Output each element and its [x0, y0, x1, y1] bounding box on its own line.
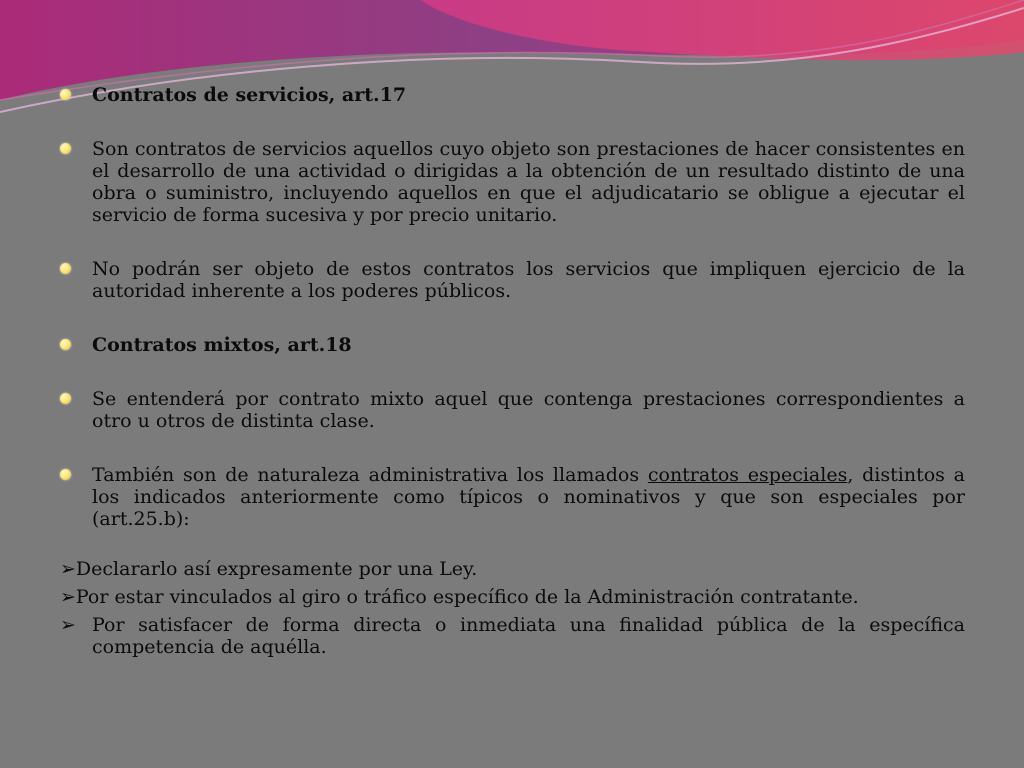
arrow-item-text: Por satisfacer de forma directa o inmediata una finalidad pública de la específica competencia de aquélla. [92, 614, 965, 658]
paragraph-text-before: También son de naturaleza administrativa los llamados [92, 464, 648, 486]
bullet-dot-icon [60, 393, 71, 404]
arrow-icon: ➢ [60, 614, 76, 636]
contratos-especiales-link[interactable]: contratos especiales [647, 464, 848, 486]
bullet-dot-icon [60, 143, 71, 154]
arrow-item-text: Por estar vinculados al giro o tráfico específico de la Administración contratante. [75, 586, 859, 608]
arrow-icon: ➢ [60, 558, 76, 580]
bullet-dot-icon [60, 89, 71, 100]
arrow-icon: ➢ [60, 586, 76, 608]
bullet-paragraph [60, 258, 965, 302]
bullet-paragraph [60, 464, 965, 530]
bullet-dot-icon [60, 469, 71, 480]
heading-text: Contratos mixtos, art.18 [92, 334, 352, 356]
arrow-item-text: Declararlo así expresamente por una Ley. [75, 558, 478, 580]
bullet-dot-icon [60, 339, 71, 350]
bullet-paragraph [60, 388, 965, 432]
slide-content [60, 84, 965, 664]
paragraph-text: Se entenderá por contrato mixto aquel que contenga prestaciones correspondientes a otro u otros de distinta clase. [92, 388, 965, 432]
heading-text: Contratos de servicios, art.17 [92, 84, 407, 106]
paragraph-text-after: , distintos a los indicados anteriormente como típicos o nominativos y que son especiales por (art.25.b): [92, 464, 965, 530]
bullet-heading-mixtos [60, 334, 965, 356]
arrow-list-item [60, 586, 965, 608]
bullet-heading-servicios [60, 84, 965, 106]
bullet-dot-icon [60, 263, 71, 274]
bullet-paragraph [60, 138, 965, 226]
arrow-list-item [60, 558, 965, 580]
paragraph-text: No podrán ser objeto de estos contratos los servicios que impliquen ejercicio de la autoridad inherente a los poderes públicos. [92, 258, 965, 302]
paragraph-text: Son contratos de servicios aquellos cuyo objeto son prestaciones de hacer consistentes en el desarrollo de una actividad o dirigidas a la obtención de un resultado distinto de una obra o suministro, incluyendo aquellos en que el adjudicatario se obligue a ejecutar el servicio de forma sucesiva y por precio unitario. [92, 138, 965, 226]
arrow-list-item [60, 614, 965, 658]
